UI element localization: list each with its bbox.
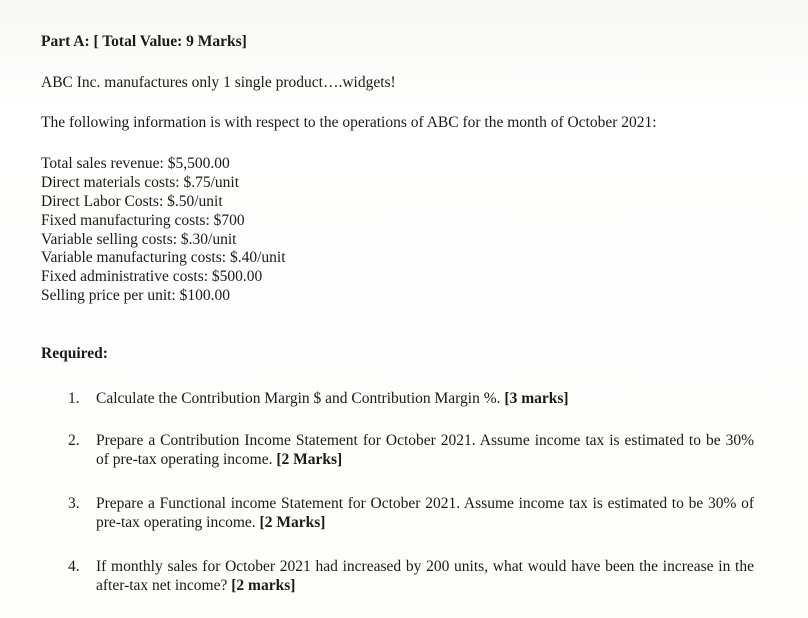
- question-marks: [2 Marks]: [259, 514, 326, 531]
- question-1: [68, 389, 754, 408]
- question-3: [68, 494, 754, 532]
- question-body: [96, 389, 754, 408]
- question-body: [96, 431, 754, 469]
- question-marks: [2 Marks]: [276, 451, 343, 468]
- part-heading: Part A: [ Total Value: 9 Marks]: [41, 33, 247, 50]
- question-4: [68, 557, 754, 595]
- fact-total-sales: Total sales revenue: $5,500.00: [41, 155, 230, 172]
- fact-variable-selling: Variable selling costs: $.30/unit: [41, 230, 237, 248]
- question-number: 1.: [68, 390, 80, 407]
- question-marks: [2 marks]: [231, 577, 296, 594]
- question-number: 3.: [68, 495, 80, 512]
- question-body: [96, 494, 754, 532]
- fact-variable-manufacturing: Variable manufacturing costs: $.40/unit: [41, 249, 286, 267]
- question-text: Prepare a Contribution Income Statement for October 2021. Assume income tax is estimated to be 30% of pre-tax operating income.: [96, 432, 754, 468]
- question-2: [68, 431, 754, 469]
- question-body: [96, 557, 754, 595]
- question-text: Prepare a Functional income Statement for October 2021. Assume income tax is estimated to be 30% of pre-tax operating income.: [96, 495, 754, 531]
- fact-direct-materials: Direct materials costs: $.75/unit: [41, 173, 240, 191]
- question-text: Calculate the Contribution Margin $ and Contribution Margin %.: [96, 390, 505, 407]
- fact-direct-labor: Direct Labor Costs: $.50/unit: [41, 192, 223, 210]
- fact-selling-price: Selling price per unit: $100.00: [41, 287, 230, 305]
- intro-text: ABC Inc. manufactures only 1 single product….widgets!: [41, 74, 396, 91]
- question-text: If monthly sales for October 2021 had increased by 200 units, what would have been the increase in the after-tax net income?: [96, 558, 754, 594]
- info-sentence: The following information is with respect to the operations of ABC for the month of October 2021:: [41, 114, 657, 131]
- facts-list: [41, 155, 286, 306]
- question-number: 2.: [68, 432, 80, 449]
- fact-fixed-manufacturing: Fixed manufacturing costs: $700: [41, 211, 245, 229]
- question-marks: [3 marks]: [504, 390, 569, 407]
- fact-fixed-administrative: Fixed administrative costs: $500.00: [41, 268, 263, 286]
- question-number: 4.: [68, 558, 80, 575]
- required-label: Required:: [41, 345, 108, 362]
